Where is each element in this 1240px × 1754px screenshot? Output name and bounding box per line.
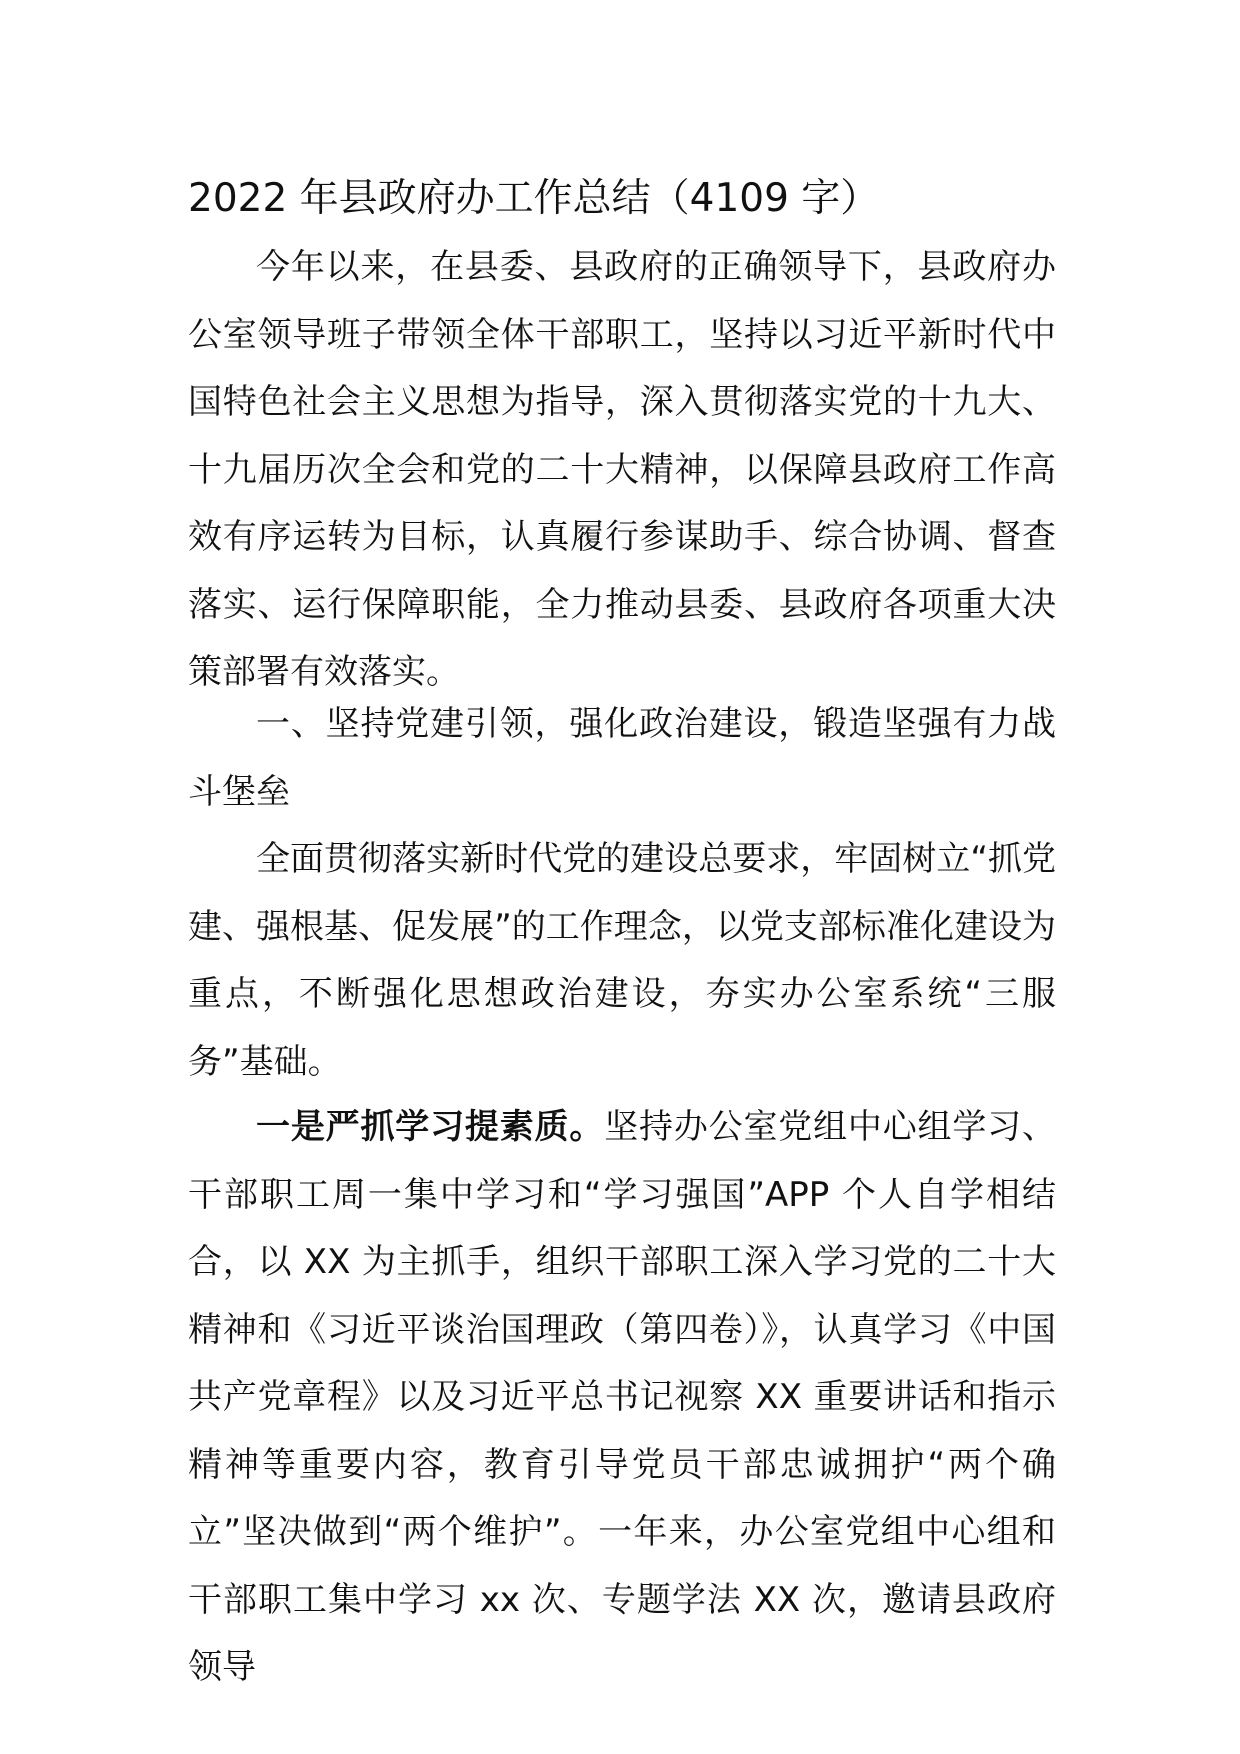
intro-paragraph: 今年以来，在县委、县政府的正确领导下，县政府办公室领导班子带领全体干部职工，坚持以习近平新时代中国特色社会主义思想为指导，深入贯彻落实党的十九大、十九届历次全会和党的二十大精神，以保障县政府工作高效有序运转为目标，认真履行参谋助手、综合协调、督查落实、运行保障职能，全力推动县委、县政府各项重大决策部署有效落实。 <box>188 247 1056 692</box>
document-title: 2022 年县政府办工作总结（4109 字） <box>188 176 880 221</box>
section-intro-paragraph: 全面贯彻落实新时代党的建设总要求，牢固树立“抓党建、强根基、促发展”的工作理念，以党支部标准化建设为重点，不断强化思想政治建设，夯实办公室系统“三服务”基础。 <box>188 839 1056 1082</box>
study-paragraph <box>188 1094 1056 1702</box>
section-heading: 一、坚持党建引领，强化政治建设，锻造坚强有力战斗堡垒 <box>188 704 1056 812</box>
paragraph-lead-text: 一是严抓学习提素质。 <box>256 1107 605 1147</box>
paragraph-body-text: 坚持办公室党组中心组学习、干部职工周一集中学习和“学习强国”APP 个人自学相结合，以 XX 为主抓手，组织干部职工深入学习党的二十大精神和《习近平谈治国理政（第四卷）》，认真学习《中国共产党章程》以及习近平总书记视察 XX 重要讲话和指示精神等重要内容，教育引导党员干部忠诚拥护“两个确立”坚决做到“两个维护”。一年来，办公室党组中心组和干部职工集中学习 xx 次、专题学法 XX 次，邀请县政府领导 <box>188 1107 1057 1687</box>
